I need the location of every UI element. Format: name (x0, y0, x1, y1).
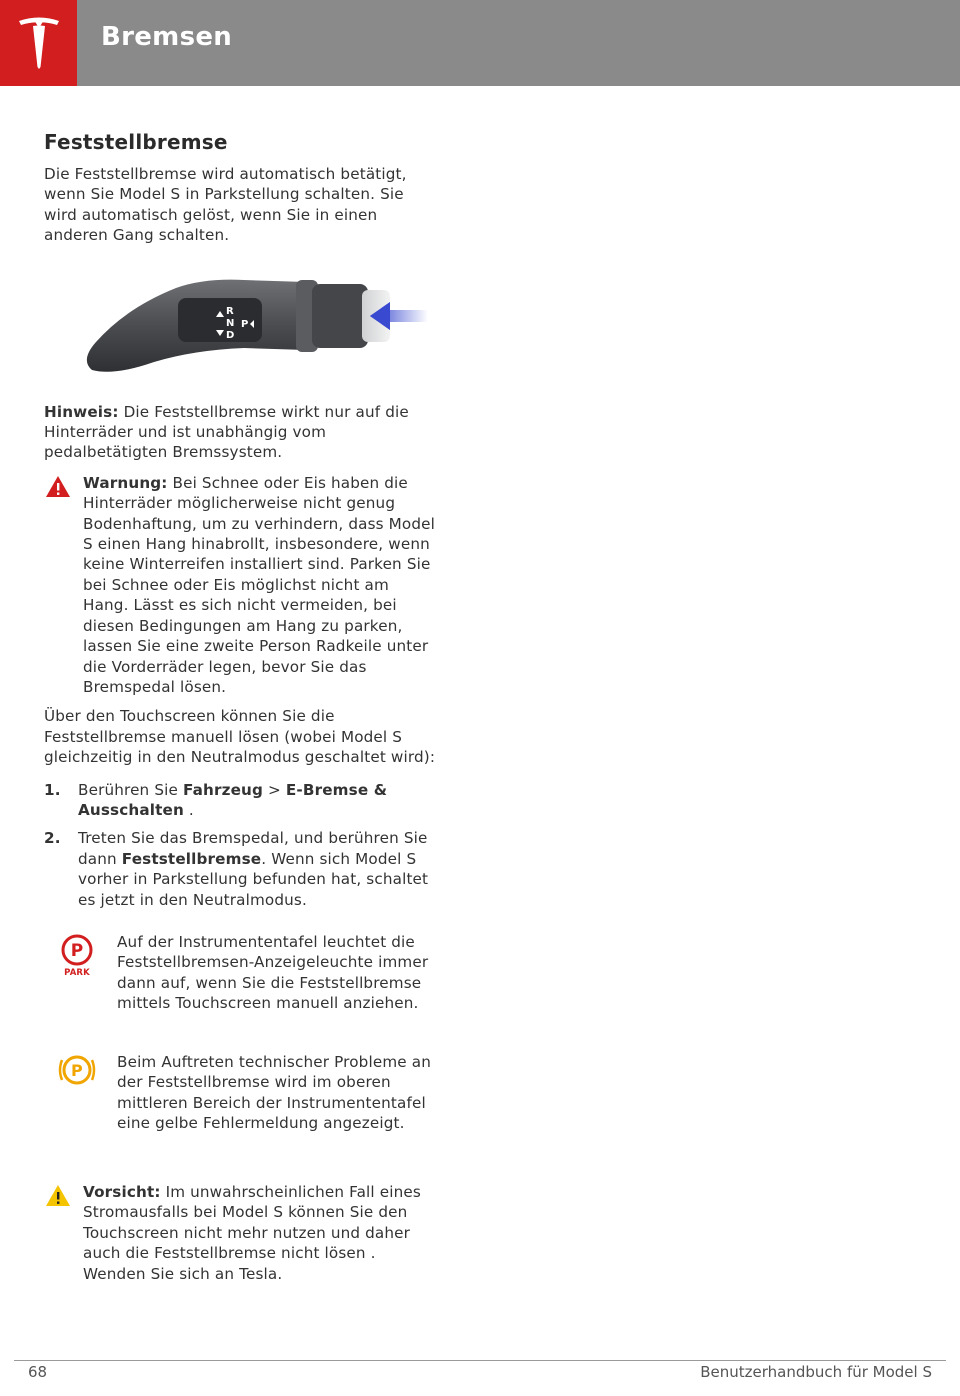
step-number: 2. (44, 829, 61, 848)
intro-paragraph: Die Feststellbremse wird automatisch betätigt, wenn Sie Model S in Parkstellung schalten. Sie wird automatisch gelöst, wenn Sie in einen anderen Gang schalten. (44, 165, 407, 245)
park-brake-amber-icon (58, 1054, 96, 1090)
warning-text: Bei Schnee oder Eis haben die Hinterräder möglicherweise nicht genug Bodenhaftung, um zu verhindern, dass Model S einen Hang hinabrollt, insbesondere, wenn keine Winterreifen installiert sind. Parken Sie bei Schnee oder Eis möglichst nicht am Hang. Lässt es sich nicht vermeiden, bei diesen Bedingungen am Hang zu parken, lassen Sie eine zweite Person Radkeile unter die Vorderräder legen, bevor Sie das Bremspedal lösen. (83, 473, 436, 696)
manual-release-paragraph: Über den Touchscreen können Sie die Feststellbremse manuell lösen (wobei Model S gleichzeitig in den Neutralmodus geschaltet wird): (44, 707, 436, 767)
indicator-red (44, 932, 436, 1042)
gear-label-n: N (226, 317, 235, 329)
step-text-end: . Wenn sich Model S vorher in Parkstellung befunden hat, schaltet es jetzt in den Neutralmodus. (78, 849, 429, 909)
caution-text: Im unwahrscheinlichen Fall eines Stromausfalls bei Model S können Sie den Touchscreen nicht mehr nutzen und daher auch die Feststellbremse nicht lösen . Wenden Sie sich an Tesla. (83, 1182, 421, 1283)
note-text: Die Feststellbremse wirkt nur auf die Hinterräder und ist unabhängig vom pedalbetätigten Bremssystem. (44, 402, 409, 462)
caution-triangle-icon (45, 1184, 71, 1207)
gear-label-r: R (226, 305, 234, 317)
footer-divider (14, 1360, 946, 1361)
indicator-amber-text: Beim Auftreten technischer Probleme an der Feststellbremse wird im oberen mittleren Bereich der Instrumententafel eine gelbe Fehlermeldung angezeigt. (117, 1052, 431, 1133)
manual-title: Benutzerhandbuch für Model S (700, 1363, 932, 1381)
step-text: Berühren Sie (78, 780, 183, 799)
step-number: 1. (44, 780, 61, 799)
page-number: 68 (28, 1363, 48, 1381)
step-bold-vehicle: Fahrzeug (182, 780, 264, 799)
tesla-logo (0, 0, 77, 86)
warning-label: Warnung: (83, 473, 168, 492)
park-sub-label: PARK (64, 967, 90, 978)
main-content (44, 130, 436, 1284)
section-title: Feststellbremse (44, 130, 228, 154)
page-title: Bremsen (101, 22, 233, 52)
step-text: Treten Sie das Bremspedal, und berühren Sie dann (78, 829, 428, 868)
gear-label-d: D (226, 329, 235, 341)
park-letter: P (70, 940, 84, 961)
warning-block (44, 473, 436, 697)
caution-label: Vorsicht: (83, 1182, 161, 1201)
steps-list (44, 780, 436, 910)
step-bold-parkbrake: Feststellbremse (121, 849, 262, 868)
step-text-end: . (183, 800, 194, 819)
step-separator: > (263, 780, 286, 799)
tesla-logo-icon (15, 15, 63, 71)
step-item (44, 828, 436, 910)
step-bold-ebrake: E-Bremse & Ausschalten (78, 780, 388, 819)
caution-block (44, 1182, 436, 1284)
indicator-red-text: Auf der Instrumententafel leuchtet die Feststellbremsen-Anzeigeleuchte immer dann auf, wenn Sie die Feststellbremse mittels Touchscreen manuell anziehen. (117, 932, 429, 1013)
indicator-amber (44, 1052, 436, 1176)
note-paragraph (44, 402, 436, 463)
park-brake-red-icon (58, 934, 96, 978)
gear-label-p: P (241, 318, 249, 330)
warning-triangle-icon (45, 475, 71, 498)
note-label: Hinweis: (44, 402, 119, 421)
amber-park-letter: P (71, 1060, 83, 1080)
gear-stalk-drawing (44, 258, 436, 388)
gear-stalk-illustration (44, 258, 436, 388)
step-item (44, 780, 436, 821)
